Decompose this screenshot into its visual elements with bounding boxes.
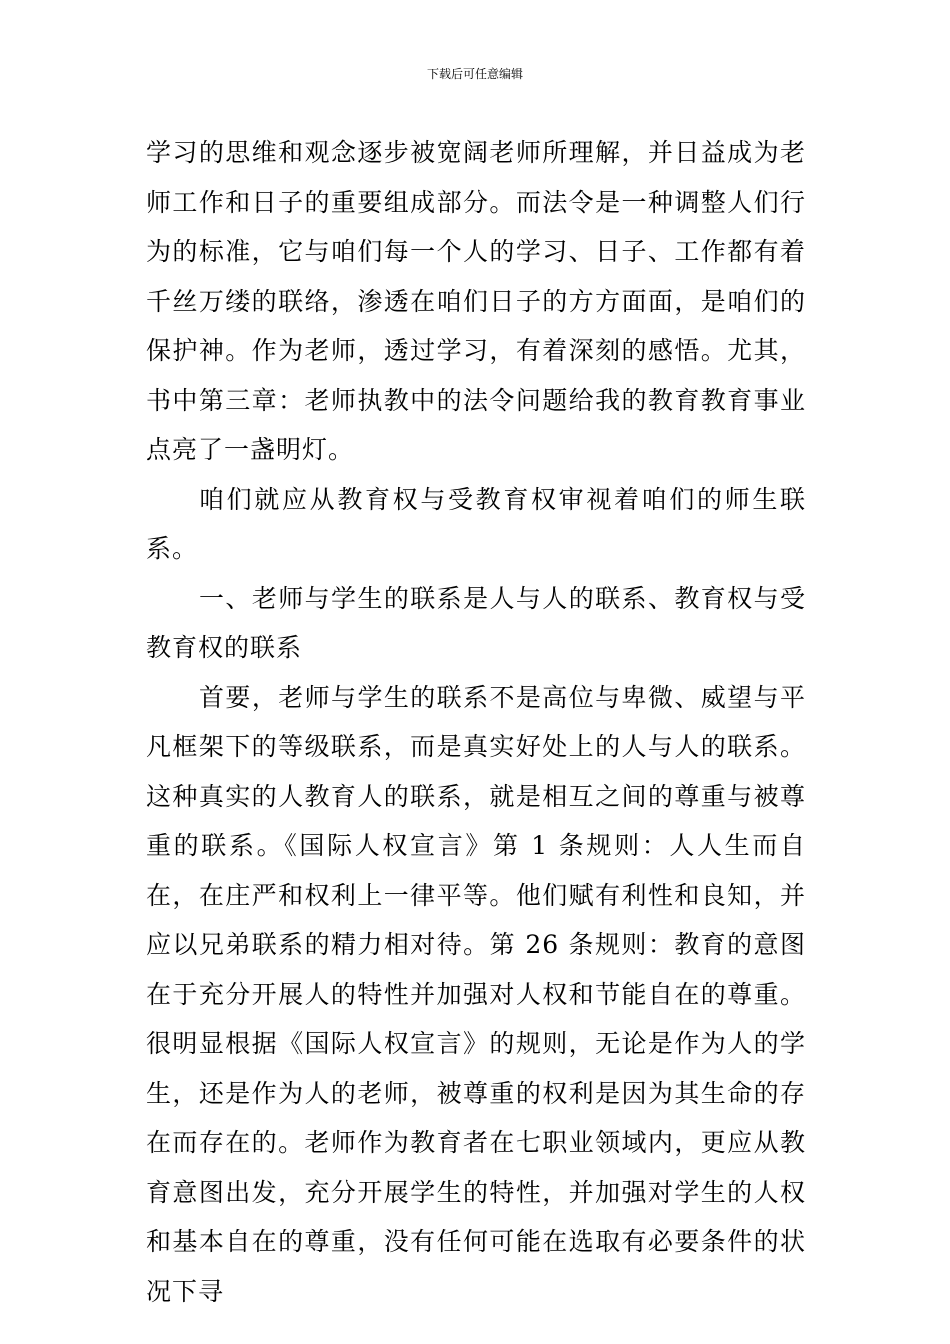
paragraph-2: 咱们就应从教育权与受教育权审视着咱们的师生联系。 bbox=[146, 484, 806, 563]
paragraph-3: 首要，老师与学生的联系不是高位与卑微、威望与平凡框架下的等级联系，而是真实好处上的人与人的联系。这种真实的人教育人的联系，就是相互之间的尊重与被尊重的联系。《国际人权宣言》第 1 条规则：人人生而自在，在庄严和权利上一律平等。他们赋有利性和良知，并应以兄弟联系的精力相对待。第 26 条规则：教育的意图在于充分开展人的特性并加强对人权和节能自在的尊重。很明显根据《国际人权宣言》的规则，无论是作为人的学生，还是作为人的老师，被尊重的权利是因为其生命的存在而存在的。老师作为教育者在七职业领域内，更应从教育意图出发，充分开展学生的特性，并加强对学生的人权和基本自在的尊重，没有任何可能在选取有必要条件的状况下寻 bbox=[146, 682, 806, 1306]
section-heading-1: 一、老师与学生的联系是人与人的联系、教育权与受教育权的联系 bbox=[146, 583, 806, 662]
paragraph-1: 学习的思维和观念逐步被宽阔老师所理解，并日益成为老师工作和日子的重要组成部分。而法令是一种调整人们行为的标准，它与咱们每一个人的学习、日子、工作都有着千丝万缕的联络，渗透在咱们日子的方方面面，是咱们的保护神。作为老师，透过学习，有着深刻的感悟。尤其，书中第三章：老师执教中的法令问题给我的教育教育事业点亮了一盏明灯。 bbox=[146, 138, 806, 464]
document-body bbox=[146, 128, 806, 1316]
page-header: 下载后可任意编辑 bbox=[426, 67, 523, 81]
